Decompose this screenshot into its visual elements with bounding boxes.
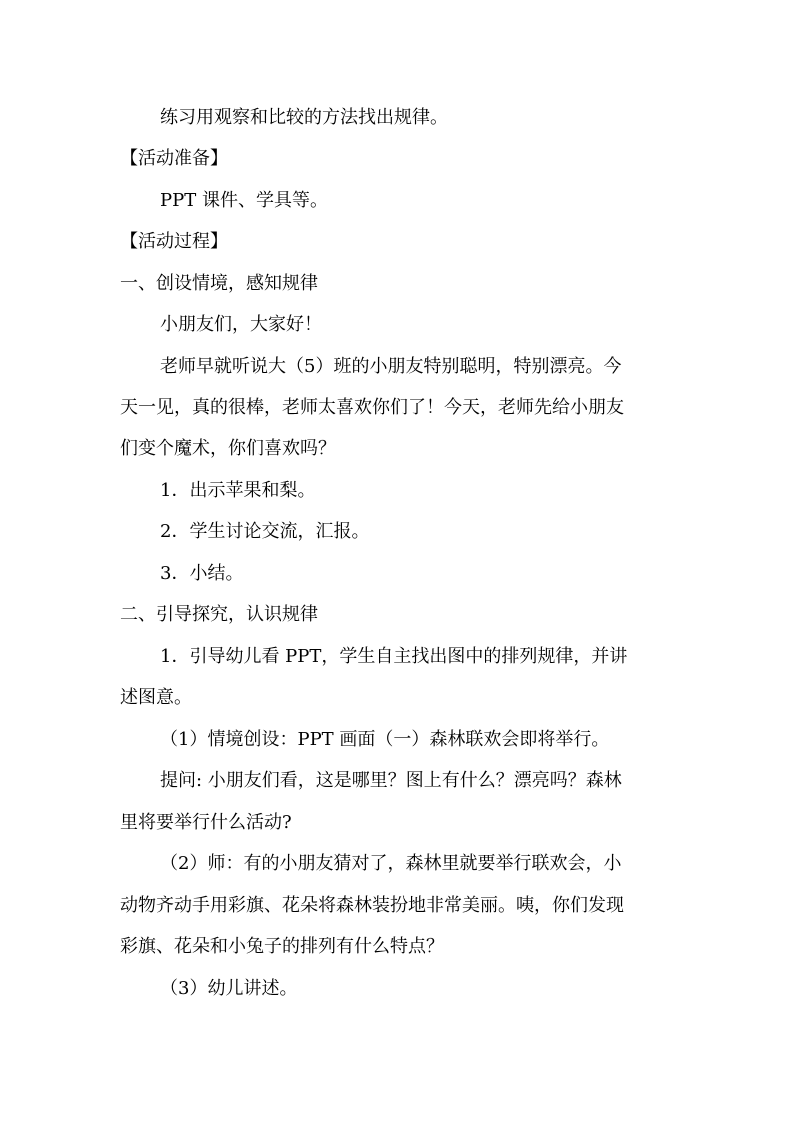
paragraph-line: 们变个魔术，你们喜欢吗？ (120, 438, 336, 459)
list-item: 1．引导幼儿看 PPT，学生自主找出图中的排列规律，并讲 (160, 646, 628, 667)
paragraph-line: 彩旗、花朵和小兔子的排列有什么特点？ (120, 936, 444, 957)
paragraph-line: 里将要举行什么活动? (120, 812, 292, 833)
section-heading: 二、引导探究，认识规律 (120, 604, 318, 625)
paragraph-line: 提问: 小朋友们看，这是哪里？图上有什么？漂亮吗？森林 (160, 770, 622, 791)
paragraph-line: 天一见，真的很棒，老师太喜欢你们了！今天，老师先给小朋友 (120, 397, 624, 418)
paragraph-line: 小朋友们，大家好！ (160, 314, 322, 335)
list-item: 2．学生讨论交流，汇报。 (160, 521, 370, 542)
section-heading: 一、创设情境，感知规律 (120, 273, 318, 294)
paragraph-line: 练习用观察和比较的方法找出规律。 (160, 107, 448, 128)
paragraph-line: 老师早就听说大（5）班的小朋友特别聪明，特别漂亮。今 (160, 356, 622, 377)
list-item: 3．小结。 (160, 563, 244, 584)
paragraph-line: 述图意。 (120, 687, 192, 708)
paragraph-line: （3）幼儿讲述。 (160, 978, 298, 999)
list-item: 1．出示苹果和梨。 (160, 480, 316, 501)
section-heading: 【活动过程】 (120, 231, 228, 252)
paragraph-line: （1）情境创设：PPT 画面（一）森林联欢会即将举行。 (160, 729, 610, 750)
paragraph-line: PPT 课件、学具等。 (160, 190, 328, 211)
section-heading: 【活动准备】 (120, 148, 228, 169)
paragraph-line: 动物齐动手用彩旗、花朵将森林装扮地非常美丽。咦，你们发现 (120, 895, 624, 916)
paragraph-line: （2）师：有的小朋友猜对了，森林里就要举行联欢会，小 (160, 853, 622, 874)
